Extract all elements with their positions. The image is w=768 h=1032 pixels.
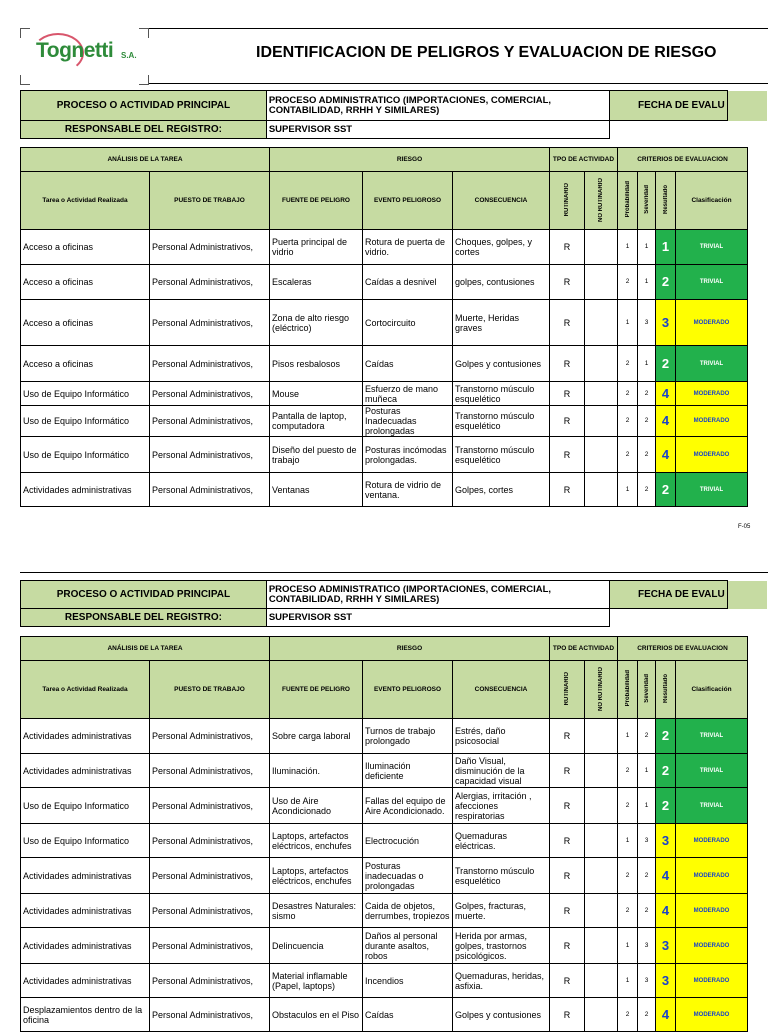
severidad-header-cell <box>638 661 656 719</box>
rutinario-header-cell <box>550 172 585 230</box>
info-table-2 <box>20 580 768 627</box>
resultado-header: Resultado <box>662 673 669 703</box>
puesto-cell: Personal Administrativos, <box>150 754 270 788</box>
evento-header: EVENTO PELIGROSO <box>363 172 453 230</box>
consecuencia-cell: Muerte, Heridas graves <box>453 300 550 346</box>
evento-cell: Caídas <box>363 998 453 1032</box>
severidad-cell: 3 <box>638 928 656 964</box>
responsable-label: RESPONSABLE DEL REGISTRO: <box>21 609 267 627</box>
resultado-cell: 4 <box>656 406 676 437</box>
riesgo-header: RIESGO <box>270 148 550 172</box>
table-row <box>21 998 748 1032</box>
criterios-header: CRITERIOS DE EVALUACION <box>618 148 748 172</box>
no-rutinario-cell <box>585 754 618 788</box>
puesto-cell: Personal Administrativos, <box>150 964 270 998</box>
resultado-cell: 4 <box>656 998 676 1032</box>
fecha-value-cell <box>727 91 767 121</box>
probabilidad-header-cell <box>618 172 638 230</box>
severidad-cell: 2 <box>638 858 656 894</box>
empty-cell <box>610 609 728 627</box>
clasificacion-cell: MODERADO <box>676 998 748 1032</box>
probabilidad-cell: 2 <box>618 265 638 300</box>
evento-header: EVENTO PELIGROSO <box>363 661 453 719</box>
fuente-cell: Uso de Aire Acondicionado <box>270 788 363 824</box>
clasificacion-cell: MODERADO <box>676 406 748 437</box>
consecuencia-cell: Golpes, fracturas, muerte. <box>453 894 550 928</box>
table-row <box>21 473 748 507</box>
resultado-cell: 4 <box>656 894 676 928</box>
severidad-cell: 1 <box>638 265 656 300</box>
no-rutinario-cell <box>585 300 618 346</box>
severidad-cell: 2 <box>638 998 656 1032</box>
proceso-label: PROCESO O ACTIVIDAD PRINCIPAL <box>21 91 267 121</box>
rutinario-cell: R <box>550 346 585 382</box>
form-code: F-05 <box>738 524 751 530</box>
proceso-value: PROCESO ADMINISTRATICO (IMPORTACIONES, COMERCIAL, CONTABILIDAD, RRHH Y SIMILARES) <box>266 581 609 609</box>
table-row <box>21 406 748 437</box>
fuente-header: FUENTE DE PELIGRO <box>270 661 363 719</box>
rutinario-cell: R <box>550 788 585 824</box>
clasificacion-header: Clasificación <box>676 661 748 719</box>
no-rutinario-cell <box>585 964 618 998</box>
consecuencia-cell: Daño Visual, disminución de la capacidad visual <box>453 754 550 788</box>
severidad-cell: 2 <box>638 437 656 473</box>
consecuencia-cell: Transtorno músculo esquelético <box>453 437 550 473</box>
puesto-cell: Personal Administrativos, <box>150 437 270 473</box>
table-row <box>21 382 748 406</box>
table-row <box>21 437 748 473</box>
resultado-header-cell <box>656 172 676 230</box>
puesto-cell: Personal Administrativos, <box>150 998 270 1032</box>
evento-cell: Fallas del equipo de Aire Acondicionado. <box>363 788 453 824</box>
no-rutinario-header: NO RUTINARIO <box>598 177 604 222</box>
logo-name: Tognetti <box>36 39 114 62</box>
resultado-cell: 2 <box>656 719 676 754</box>
severidad-header-cell <box>638 172 656 230</box>
resultado-cell: 4 <box>656 437 676 473</box>
fuente-cell: Iluminación. <box>270 754 363 788</box>
resultado-cell: 4 <box>656 382 676 406</box>
severidad-header: Severidad <box>643 185 650 214</box>
table-row <box>21 928 748 964</box>
no-rutinario-cell <box>585 788 618 824</box>
tarea-cell: Uso de Equipo Informático <box>21 406 150 437</box>
fuente-cell: Escaleras <box>270 265 363 300</box>
tarea-cell: Uso de Equipo Informático <box>21 382 150 406</box>
resultado-cell: 3 <box>656 300 676 346</box>
severidad-cell: 2 <box>638 473 656 507</box>
tarea-cell: Actividades administrativas <box>21 894 150 928</box>
evento-cell: Caida de objetos, derrumbes, tropiezos <box>363 894 453 928</box>
fuente-cell: Ventanas <box>270 473 363 507</box>
clasificacion-cell: TRIVIAL <box>676 719 748 754</box>
fuente-cell: Desastres Naturales: sismo <box>270 894 363 928</box>
rutinario-cell: R <box>550 754 585 788</box>
clasificacion-cell: TRIVIAL <box>676 754 748 788</box>
consecuencia-cell: Transtorno músculo esquelético <box>453 406 550 437</box>
no-rutinario-cell <box>585 265 618 300</box>
info-table-1 <box>20 90 768 139</box>
probabilidad-header: Probabilidad <box>624 181 631 218</box>
severidad-cell: 3 <box>638 300 656 346</box>
probabilidad-cell: 1 <box>618 473 638 507</box>
severidad-cell: 2 <box>638 894 656 928</box>
page-title: IDENTIFICACION DE PELIGROS Y EVALUACION DE RIESGO <box>256 44 717 61</box>
fuente-cell: Pisos resbalosos <box>270 346 363 382</box>
probabilidad-header: Probabilidad <box>624 670 631 707</box>
evento-cell: Daños al personal durante asaltos, robos <box>363 928 453 964</box>
probabilidad-cell: 2 <box>618 894 638 928</box>
tipo-header: TPO DE ACTIVIDAD <box>550 637 618 661</box>
risk-table-1 <box>20 147 748 507</box>
rutinario-cell: R <box>550 858 585 894</box>
fecha-value-cell <box>727 581 767 609</box>
probabilidad-cell: 2 <box>618 346 638 382</box>
analisis-header: ANÁLISIS DE LA TAREA <box>21 148 270 172</box>
tarea-cell: Uso de Equipo Informatico <box>21 824 150 858</box>
puesto-cell: Personal Administrativos, <box>150 406 270 437</box>
consecuencia-header: CONSECUENCIA <box>453 172 550 230</box>
tarea-cell: Actividades administrativas <box>21 858 150 894</box>
severidad-cell: 2 <box>638 719 656 754</box>
tipo-header: TPO DE ACTIVIDAD <box>550 148 618 172</box>
resultado-cell: 2 <box>656 473 676 507</box>
puesto-header: PUESTO DE TRABAJO <box>150 661 270 719</box>
tarea-cell: Acceso a oficinas <box>21 265 150 300</box>
rutinario-header: RUTINARIO <box>564 671 570 706</box>
consecuencia-cell: Transtorno músculo esquelético <box>453 858 550 894</box>
table-row <box>21 346 748 382</box>
resultado-cell: 2 <box>656 788 676 824</box>
empty-cell <box>610 121 728 139</box>
header-top-line <box>149 28 768 29</box>
probabilidad-cell: 1 <box>618 230 638 265</box>
tarea-cell: Actividades administrativas <box>21 964 150 998</box>
rutinario-cell: R <box>550 928 585 964</box>
fuente-cell: Laptops, artefactos eléctricos, enchufes <box>270 858 363 894</box>
puesto-cell: Personal Administrativos, <box>150 894 270 928</box>
tarea-cell: Uso de Equipo Informatico <box>21 788 150 824</box>
puesto-cell: Personal Administrativos, <box>150 824 270 858</box>
no-rutinario-cell <box>585 824 618 858</box>
no-rutinario-cell <box>585 406 618 437</box>
fuente-cell: Obstaculos en el Piso <box>270 998 363 1032</box>
tarea-cell: Actividades administrativas <box>21 754 150 788</box>
probabilidad-cell: 2 <box>618 998 638 1032</box>
puesto-cell: Personal Administrativos, <box>150 300 270 346</box>
severidad-cell: 1 <box>638 346 656 382</box>
clasificacion-cell: TRIVIAL <box>676 265 748 300</box>
severidad-cell: 2 <box>638 406 656 437</box>
resultado-cell: 3 <box>656 824 676 858</box>
probabilidad-header-cell <box>618 661 638 719</box>
no-rutinario-cell <box>585 230 618 265</box>
no-rutinario-cell <box>585 998 618 1032</box>
rutinario-cell: R <box>550 230 585 265</box>
consecuencia-cell: Herida por armas, golpes, trastornos psicológicos. <box>453 928 550 964</box>
resultado-header: Resultado <box>662 184 669 214</box>
probabilidad-cell: 1 <box>618 928 638 964</box>
table-row <box>21 754 748 788</box>
tarea-cell: Actividades administrativas <box>21 473 150 507</box>
no-rutinario-cell <box>585 719 618 754</box>
risk-table-2 <box>20 636 748 1032</box>
puesto-header: PUESTO DE TRABAJO <box>150 172 270 230</box>
puesto-cell: Personal Administrativos, <box>150 858 270 894</box>
resultado-cell: 2 <box>656 346 676 382</box>
resultado-cell: 2 <box>656 265 676 300</box>
table-row <box>21 300 748 346</box>
resultado-cell: 1 <box>656 230 676 265</box>
puesto-cell: Personal Administrativos, <box>150 928 270 964</box>
tarea-cell: Desplazamientos dentro de la oficina <box>21 998 150 1032</box>
clasificacion-cell: MODERADO <box>676 964 748 998</box>
evento-cell: Rotura de vidrio de ventana. <box>363 473 453 507</box>
risk-table-1-body <box>21 230 748 507</box>
clasificacion-header: Clasificación <box>676 172 748 230</box>
responsable-value: SUPERVISOR SST <box>266 609 609 627</box>
clasificacion-cell: MODERADO <box>676 437 748 473</box>
table-row <box>21 788 748 824</box>
probabilidad-cell: 1 <box>618 964 638 998</box>
no-rutinario-header: NO RUTINARIO <box>598 666 604 711</box>
empty-cell <box>727 609 767 627</box>
tarea-cell: Actividades administrativas <box>21 928 150 964</box>
evento-cell: Rotura de puerta de vidrio. <box>363 230 453 265</box>
clasificacion-cell: TRIVIAL <box>676 230 748 265</box>
evento-cell: Posturas inadecuadas o prolongadas <box>363 858 453 894</box>
clasificacion-cell: MODERADO <box>676 858 748 894</box>
resultado-cell: 3 <box>656 964 676 998</box>
criterios-header: CRITERIOS DE EVALUACION <box>618 637 748 661</box>
puesto-cell: Personal Administrativos, <box>150 719 270 754</box>
tarea-cell: Acceso a oficinas <box>21 230 150 265</box>
fuente-cell: Diseño del puesto de trabajo <box>270 437 363 473</box>
consecuencia-cell: Alergias, irritación , afecciones respiratorias <box>453 788 550 824</box>
severidad-header: Severidad <box>643 674 650 703</box>
evento-cell: Esfuerzo de mano muñeca <box>363 382 453 406</box>
clasificacion-cell: TRIVIAL <box>676 346 748 382</box>
evento-cell: Iluminación deficiente <box>363 754 453 788</box>
table-row <box>21 964 748 998</box>
rutinario-cell: R <box>550 300 585 346</box>
probabilidad-cell: 2 <box>618 788 638 824</box>
severidad-cell: 3 <box>638 824 656 858</box>
rutinario-cell: R <box>550 998 585 1032</box>
puesto-cell: Personal Administrativos, <box>150 788 270 824</box>
fuente-cell: Mouse <box>270 382 363 406</box>
probabilidad-cell: 2 <box>618 382 638 406</box>
probabilidad-cell: 1 <box>618 719 638 754</box>
risk-table-2-body <box>21 719 748 1032</box>
probabilidad-cell: 2 <box>618 754 638 788</box>
table-row <box>21 230 748 265</box>
puesto-cell: Personal Administrativos, <box>150 265 270 300</box>
no-rutinario-header-cell <box>585 172 618 230</box>
clasificacion-cell: MODERADO <box>676 824 748 858</box>
consecuencia-cell: golpes, contusiones <box>453 265 550 300</box>
table-row <box>21 265 748 300</box>
clasificacion-cell: TRIVIAL <box>676 788 748 824</box>
fuente-cell: Sobre carga laboral <box>270 719 363 754</box>
evento-cell: Caídas a desnivel <box>363 265 453 300</box>
puesto-cell: Personal Administrativos, <box>150 382 270 406</box>
probabilidad-cell: 2 <box>618 406 638 437</box>
consecuencia-cell: Choques, golpes, y cortes <box>453 230 550 265</box>
fuente-cell: Material inflamable (Papel, laptops) <box>270 964 363 998</box>
severidad-cell: 1 <box>638 754 656 788</box>
tarea-cell: Actividades administrativas <box>21 719 150 754</box>
rutinario-header: RUTINARIO <box>564 182 570 217</box>
responsable-value: SUPERVISOR SST <box>266 121 609 139</box>
rutinario-cell: R <box>550 719 585 754</box>
clasificacion-cell: TRIVIAL <box>676 473 748 507</box>
probabilidad-cell: 1 <box>618 300 638 346</box>
evento-cell: Caídas <box>363 346 453 382</box>
consecuencia-cell: Quemaduras eléctricas. <box>453 824 550 858</box>
resultado-header-cell <box>656 661 676 719</box>
consecuencia-cell: Golpes y contusiones <box>453 998 550 1032</box>
no-rutinario-cell <box>585 346 618 382</box>
rutinario-cell: R <box>550 265 585 300</box>
analisis-header: ANÁLISIS DE LA TAREA <box>21 637 270 661</box>
tarea-header: Tarea o Actividad Realizada <box>21 172 150 230</box>
table-row <box>21 824 748 858</box>
header-bottom-line <box>149 83 768 84</box>
fuente-cell: Puerta principal de vidrio <box>270 230 363 265</box>
severidad-cell: 2 <box>638 382 656 406</box>
fecha-label: FECHA DE EVALU <box>610 91 728 121</box>
probabilidad-cell: 2 <box>618 858 638 894</box>
tarea-header: Tarea o Actividad Realizada <box>21 661 150 719</box>
severidad-cell: 3 <box>638 964 656 998</box>
rutinario-cell: R <box>550 473 585 507</box>
evento-cell: Incendios <box>363 964 453 998</box>
puesto-cell: Personal Administrativos, <box>150 230 270 265</box>
no-rutinario-header-cell <box>585 661 618 719</box>
rutinario-header-cell <box>550 661 585 719</box>
rutinario-cell: R <box>550 964 585 998</box>
clasificacion-cell: MODERADO <box>676 382 748 406</box>
proceso-value: PROCESO ADMINISTRATICO (IMPORTACIONES, COMERCIAL, CONTABILIDAD, RRHH Y SIMILARES) <box>266 91 609 121</box>
rutinario-cell: R <box>550 406 585 437</box>
severidad-cell: 1 <box>638 788 656 824</box>
puesto-cell: Personal Administrativos, <box>150 346 270 382</box>
table-row <box>21 894 748 928</box>
resultado-cell: 3 <box>656 928 676 964</box>
evento-cell: Electrocución <box>363 824 453 858</box>
no-rutinario-cell <box>585 473 618 507</box>
tarea-cell: Uso de Equipo Informático <box>21 437 150 473</box>
fuente-cell: Delincuencia <box>270 928 363 964</box>
evento-cell: Posturas Inadecuadas prolongadas <box>363 406 453 437</box>
fuente-header: FUENTE DE PELIGRO <box>270 172 363 230</box>
table-row <box>21 719 748 754</box>
tarea-cell: Acceso a oficinas <box>21 346 150 382</box>
fuente-cell: Zona de alto riesgo (eléctrico) <box>270 300 363 346</box>
consecuencia-cell: Transtorno músculo esquelético <box>453 382 550 406</box>
clasificacion-cell: MODERADO <box>676 894 748 928</box>
consecuencia-cell: Golpes, cortes <box>453 473 550 507</box>
no-rutinario-cell <box>585 382 618 406</box>
tarea-cell: Acceso a oficinas <box>21 300 150 346</box>
no-rutinario-cell <box>585 437 618 473</box>
consecuencia-header: CONSECUENCIA <box>453 661 550 719</box>
puesto-cell: Personal Administrativos, <box>150 473 270 507</box>
section2-top-line <box>20 572 768 573</box>
evento-cell: Posturas incómodas prolongadas. <box>363 437 453 473</box>
fuente-cell: Pantalla de laptop, computadora <box>270 406 363 437</box>
responsable-label: RESPONSABLE DEL REGISTRO: <box>21 121 267 139</box>
fuente-cell: Laptops, artefactos eléctricos, enchufes <box>270 824 363 858</box>
resultado-cell: 4 <box>656 858 676 894</box>
empty-cell <box>727 121 767 139</box>
clasificacion-cell: MODERADO <box>676 928 748 964</box>
probabilidad-cell: 2 <box>618 437 638 473</box>
rutinario-cell: R <box>550 824 585 858</box>
fecha-label: FECHA DE EVALU <box>610 581 728 609</box>
resultado-cell: 2 <box>656 754 676 788</box>
consecuencia-cell: Golpes y contusiones <box>453 346 550 382</box>
consecuencia-cell: Estrés, daño psicosocial <box>453 719 550 754</box>
company-logo <box>20 28 149 85</box>
no-rutinario-cell <box>585 858 618 894</box>
no-rutinario-cell <box>585 928 618 964</box>
probabilidad-cell: 1 <box>618 824 638 858</box>
consecuencia-cell: Quemaduras, heridas, asfixia. <box>453 964 550 998</box>
no-rutinario-cell <box>585 894 618 928</box>
evento-cell: Cortocircuito <box>363 300 453 346</box>
riesgo-header: RIESGO <box>270 637 550 661</box>
table-row <box>21 858 748 894</box>
logo-suffix: S.A. <box>121 51 137 60</box>
rutinario-cell: R <box>550 437 585 473</box>
evento-cell: Turnos de trabajo prolongado <box>363 719 453 754</box>
severidad-cell: 1 <box>638 230 656 265</box>
clasificacion-cell: MODERADO <box>676 300 748 346</box>
rutinario-cell: R <box>550 894 585 928</box>
proceso-label: PROCESO O ACTIVIDAD PRINCIPAL <box>21 581 267 609</box>
rutinario-cell: R <box>550 382 585 406</box>
